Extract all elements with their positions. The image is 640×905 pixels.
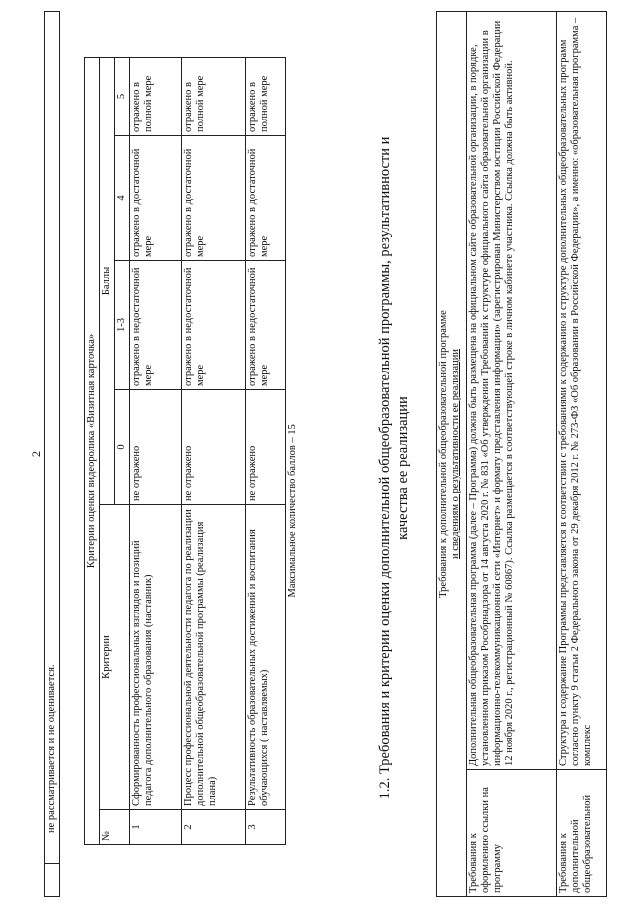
score-cell: не отражено [182, 390, 246, 505]
criterion-text: Сформированность профессиональных взглядов и позиций педагога дополнительного образования (наставник) [130, 505, 182, 810]
table-row [182, 58, 246, 845]
row-number: 1 [130, 810, 182, 845]
score-col-0: 0 [115, 390, 130, 505]
table-row [557, 12, 607, 897]
requirements-table-header [437, 12, 467, 897]
row-number: 2 [182, 810, 246, 845]
score-cell: отражено в достаточной мере [130, 136, 182, 261]
requirement-text: Дополнительная общеобразовательная программа (далее – Программа) должна быть размещена на официальном сайте образовательной организации, в порядке, установленном приказом Рособрнадзора от 14 августа 2020 г. № 831 «Об утверждении Требований к структуре официального сайта образовательной организации в информационно-телекоммуникационной сети «Интернет» и формату представления информации» (зарегистрирован Министерством юстиции Российской Федерации 12 ноября 2020 г., регистрационный № 60867). Ссылка размещается в соответствующей строке в личном кабинете участника. Ссылка должна быть активной. [467, 12, 557, 770]
score-cell: не отражено [246, 390, 286, 505]
row-number: 3 [246, 810, 286, 845]
score-cell: отражено в недостаточной мере [182, 261, 246, 390]
header-line-2: и сведениям о результативности ее реализации [450, 348, 461, 560]
score-col-3: 5 [115, 58, 130, 136]
table-row [246, 58, 286, 845]
page-number: 2 [29, 451, 43, 457]
requirement-text: Структура и содержание Программы представляется в соответствии с требованиями к содержанию и структуре дополнительных общеобразовательных программ согласно пункту 9 статьи 2 Федерального закона от 29 декабря 2012 г. № 273-ФЗ «Об образовании в Российской Федерации», а именно: «образовательная программа – комплекс [557, 12, 607, 770]
requirements-table [436, 11, 607, 897]
col-points-header: Баллы [100, 58, 115, 505]
score-cell: отражено в достаточной мере [182, 136, 246, 261]
criteria-table [84, 57, 301, 845]
table-row [130, 58, 182, 845]
criteria-table-title: Критерии оценки видеоролика «Визитная карточка» [85, 58, 100, 845]
criterion-text: Результативность образовательных достижений и воспитания обучающихся ( наставляемых) [246, 505, 286, 810]
col-num-header: № [100, 810, 130, 845]
table-row [467, 12, 557, 897]
score-cell: отражено в недостаточной мере [246, 261, 286, 390]
fragment-text: не рассматривается и не оценивается. [45, 12, 60, 864]
section-heading: 1.2. Требования и критерии оценки дополнительной общеобразовательной программы, результативности и качества ее реализации [377, 136, 411, 800]
header-line-1: Требования к дополнительной общеобразовательной программе [438, 310, 449, 598]
score-cell: отражено в полной мере [246, 58, 286, 136]
score-cell: отражено в полной мере [130, 58, 182, 136]
score-col-2: 4 [115, 136, 130, 261]
criterion-text: Процесс профессиональной деятельности педагога по реализации дополнительной общеобразовательной программы (реализация плана) [182, 505, 246, 810]
score-cell: отражено в недостаточной мере [130, 261, 182, 390]
requirement-label: Требования к дополнительной общеобразовательной [557, 770, 607, 897]
col-criteria-header: Критерии [100, 505, 130, 810]
requirement-label: Требования к оформлению ссылки на программу [467, 770, 557, 897]
score-col-1: 1-3 [115, 261, 130, 390]
score-cell: отражено в полной мере [182, 58, 246, 136]
score-cell: отражено в достаточной мере [246, 136, 286, 261]
previous-table-fragment [44, 11, 60, 897]
score-cell: не отражено [130, 390, 182, 505]
max-score-note: Максимальное количество баллов – 15 [287, 424, 298, 598]
